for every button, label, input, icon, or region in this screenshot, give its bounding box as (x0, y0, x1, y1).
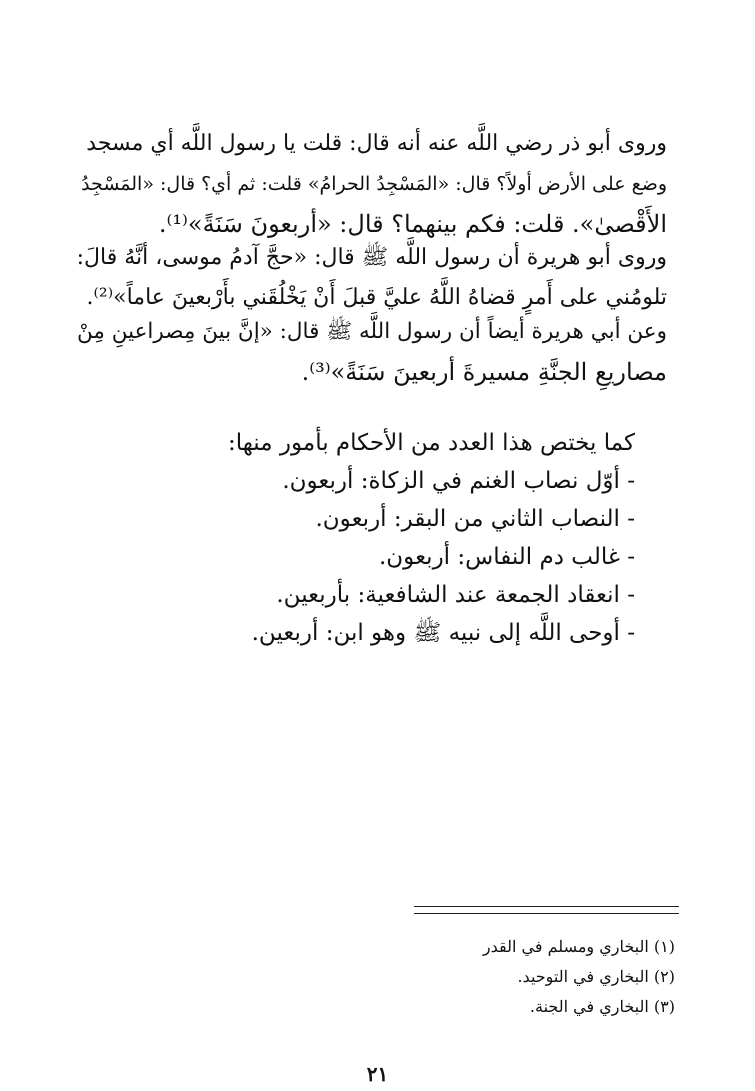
text-line: وضع على الأرض أولاً؟ قال: «المَسْجِدُ الحرامُ» قلت: ثم أي؟ قال: «المَسْجِدُ (81, 173, 667, 195)
text-line: الأَقْصىٰ». قلت: فكم بينهما؟ قال: «أربعونَ سَنَةً»⁽¹⁾. (158, 210, 667, 238)
page-number: ٢١ (366, 1062, 389, 1086)
list-item: - النصاب الثاني من البقر: أربعون. (315, 506, 635, 532)
footnote: (١) البخاري ومسلم في القدر (482, 937, 675, 956)
footnote: (٢) البخاري في التوحيد. (517, 967, 675, 986)
footnotes (483, 932, 675, 1022)
list-item: - غالب دم النفاس: أربعون. (378, 544, 635, 570)
text-line: وعن أبي هريرة أيضاً أن رسول اللَّه ﷺ قال: «إنَّ بينَ مِصراعينِ مِنْ (77, 319, 667, 344)
paragraph-abu-dhar (77, 124, 667, 244)
list-item: - أوّل نصاب الغنم في الزكاة: أربعون. (282, 468, 635, 494)
text-line: مصاريعِ الجنَّةِ مسيرةَ أربعينَ سَنَةً»⁽³⁾. (301, 358, 667, 386)
footnote-divider (414, 906, 679, 907)
text-line: وروى أبو هريرة أن رسول اللَّه ﷺ قال: «حجَّ آدمُ موسى، أنَّهُ قالَ: (76, 245, 667, 270)
footnote: (٣) البخاري في الجنة. (529, 997, 675, 1016)
paragraph-abu-hurayra-paradise (77, 312, 667, 392)
list-item: - انعقاد الجمعة عند الشافعية: بأربعين. (276, 582, 635, 608)
paragraph-abu-hurayra-adam-musa (77, 238, 667, 318)
footnote-divider (414, 913, 679, 914)
text-line: وروى أبو ذر رضي اللَّه عنه أنه قال: قلت يا رسول اللَّه أي مسجد (86, 131, 667, 156)
list-item: - أوحى اللَّه إلى نبيه ﷺ وهو ابن: أربعين. (251, 620, 635, 646)
rulings-list (228, 424, 635, 652)
list-intro: كما يختص هذا العدد من الأحكام بأمور منها: (227, 430, 635, 456)
text-line: تلومُني على أَمرٍ قضاهُ اللَّهُ عليَّ قبلَ أَنْ يَخْلُقَني بأَرْبعينَ عاماً»⁽²⁾. (86, 285, 667, 310)
